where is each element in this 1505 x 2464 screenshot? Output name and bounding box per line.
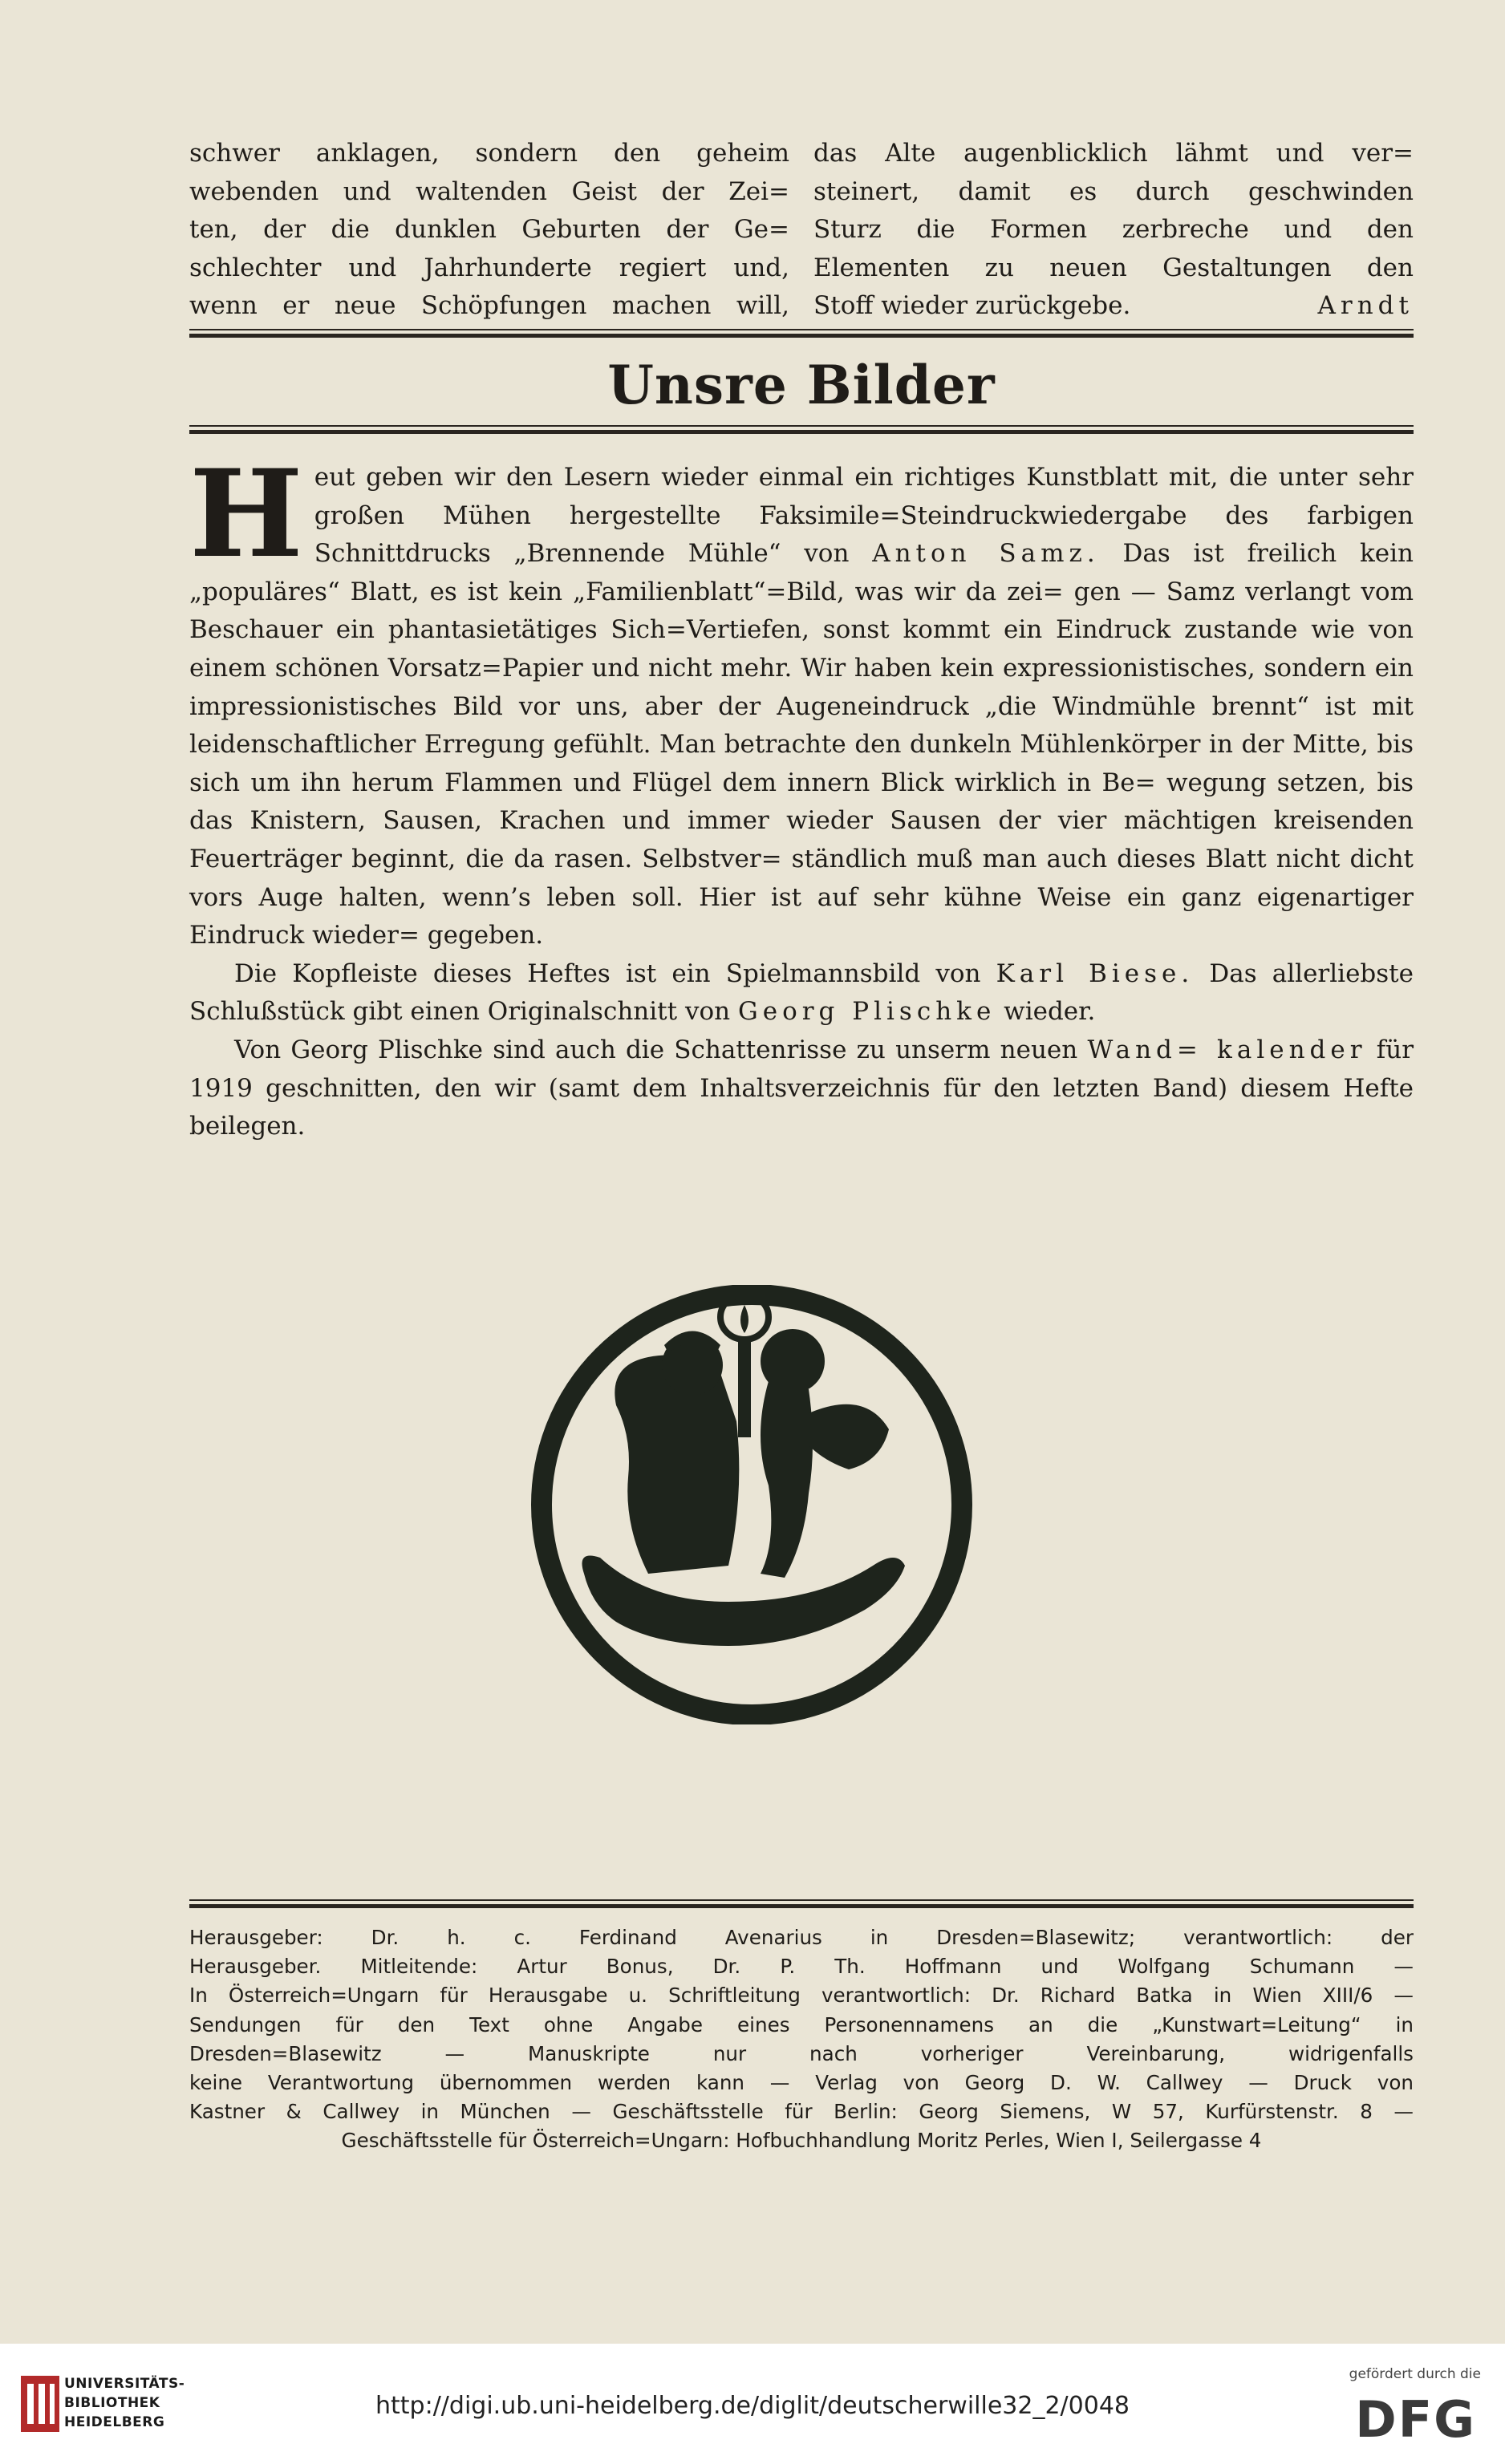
text-line-last (813, 287, 1414, 326)
article-paragraph (189, 955, 1414, 1031)
colophon-line: In Österreich=Ungarn für Herausgabe u. Schriftleitung verantwortlich: Dr. Richard Batka in Wien XIII/6 — (189, 1984, 1414, 2008)
artist-name: Karl Biese. (996, 958, 1195, 988)
text-line: webenden und waltenden Geist der Zei= (189, 176, 789, 206)
divider-rule (189, 1904, 1414, 1908)
dfg-logo[interactable]: DFG (1355, 2390, 1476, 2449)
text-fragment: für 1919 geschnitten, den wir (samt dem Inhaltsverzeichnis für den letzten Band) diesem Hefte beilegen. (189, 1035, 1414, 1141)
colophon-line: keine Verantwortung übernommen werden kann — Verlag von Georg D. W. Callwey — Druck von (189, 2071, 1414, 2095)
colophon-line: Sendungen für den Text ohne Angabe eines Personennamens an die „Kunstwart=Leitung“ in (189, 2012, 1414, 2036)
colophon-line: Herausgeber. Mitleitende: Artur Bonus, Dr. P. Th. Hoffmann und Wolfgang Schumann — (189, 1955, 1414, 1979)
article-body (189, 444, 1414, 1146)
emphasis: Wand= kalender (1087, 1035, 1367, 1064)
candle-flame (740, 1305, 748, 1333)
section-title: Unsre Bilder (607, 354, 996, 416)
frame-ring (542, 1295, 962, 1715)
divider-rule (189, 334, 1414, 338)
text-fragment: Das ist freilich kein „populäres“ Blatt, es ist kein „Familienblatt“=Bild, was wir da zei= gen — Samz verlangt vom Beschauer ein phantasietätiges Sich=Vertiefen, sonst kommt ein Eindruck zustande wie von einem schönen Vorsatz=Papier und nicht mehr. Wir haben kein expressionistisches, sondern ein impressionistisches Bild vor uns, aber der Augeneindruck „die Windmühle brennt“ ist mit leidenschaftlicher Erregung gefühlt. Man betrachte den dunkeln Mühlenkörper in der Mitte, bis sich um ihn herum Flammen und Flügel dem innern Blick wirklich in Be= wegung setzen, bis das Knistern, Sausen, Krachen und immer wieder Sausen der vier mächtigen kreisenden Feuerträger beginnt, die da rasen. Selbstver= ständlich muß man auch dieses Blatt nicht dicht vors Auge halten, wenn’s leben soll. Hier ist auf sehr kühne Weise ein ganz eigenartiger Eindruck wieder= gegeben. (189, 539, 1414, 950)
angel-wing (809, 1404, 889, 1469)
colophon-line: Herausgeber: Dr. h. c. Ferdinand Avenarius in Dresden=Blasewitz; verantwortlich: der (189, 1926, 1414, 1949)
candle (738, 1341, 751, 1437)
text-fragment: Von Georg Plischke sind auch die Schattenrisse zu unserm neuen (234, 1035, 1078, 1064)
boat-shape (582, 1556, 906, 1647)
colophon-line: Dresden=Blasewitz — Manuskripte nur nach vorheriger Vereinbarung, widrigenfalls (189, 2041, 1414, 2065)
silhouette-illustration (528, 1285, 976, 1724)
drop-cap: H (189, 444, 303, 585)
angel-body (761, 1381, 813, 1578)
source-url-link[interactable]: http://digi.ub.uni-heidelberg.de/diglit/deutscherwille32_2/0048 (375, 2392, 1130, 2420)
text-line: schwer anklagen, sondern den geheim (189, 139, 789, 168)
text-fragment: Das allerliebste Schlußstück gibt einen Originalschnitt von (189, 958, 1414, 1027)
text-line: wenn er neue Schöpfungen machen will, (189, 291, 789, 321)
article-paragraph (189, 444, 1414, 955)
top-right-column (813, 135, 1414, 326)
top-passage (189, 135, 1414, 326)
silhouette-figures (582, 1295, 906, 1646)
footer-bar (0, 2344, 1505, 2464)
text-fragment: Stoff wieder zurückgebe. (813, 291, 1131, 321)
top-left-column (189, 135, 789, 326)
divider-rule (189, 1899, 1414, 1901)
text-line: steinert, damit es durch geschwinden (813, 176, 1414, 206)
divider-rule (189, 425, 1414, 427)
article-paragraph (189, 1031, 1414, 1146)
funding-note: gefördert durch die (1349, 2366, 1481, 2382)
text-line: das Alte augenblicklich lähmt und ver= (813, 139, 1414, 168)
text-line: ten, der die dunklen Geburten der Ge= (189, 215, 789, 245)
artist-name: Georg Plischke (737, 997, 996, 1027)
text-fragment: Die Kopfleiste dieses Heftes ist ein Spielmannsbild von (234, 958, 981, 988)
colophon-line: Kastner & Callwey in München — Geschäftsstelle für Berlin: Georg Siemens, W 57, Kurfürstenstr. 8 — (189, 2100, 1414, 2124)
divider-rule (189, 430, 1414, 434)
library-line: UNIVERSITÄTS- (64, 2376, 185, 2392)
text-line: Sturz die Formen zerbreche und den (813, 215, 1414, 245)
divider-rule (189, 329, 1414, 330)
library-line: BIBLIOTHEK (64, 2395, 160, 2411)
colophon (189, 1923, 1414, 2156)
colophon-line: Geschäftsstelle für Österreich=Ungarn: Hofbuchhandlung Moritz Perles, Wien I, Seilergasse 4 (341, 2129, 1262, 2153)
artist-name: Anton Samz. (872, 539, 1100, 569)
text-line: schlechter und Jahrhunderte regiert und, (189, 253, 789, 282)
text-line: Elementen zu neuen Gestaltungen den (813, 253, 1414, 282)
quote-author: Arndt (1317, 291, 1414, 321)
library-line: HEIDELBERG (64, 2414, 165, 2430)
text-fragment: wieder. (1004, 997, 1096, 1027)
text-fragment: eut geben wir den Lesern wieder einmal ein richtiges Kunstblatt mit, die unter sehr großen Mühen hergestellte Faksimile=Steindruckwiedergabe des farbigen Schnittdrucks „Brennende Mühle“ von (314, 463, 1414, 569)
